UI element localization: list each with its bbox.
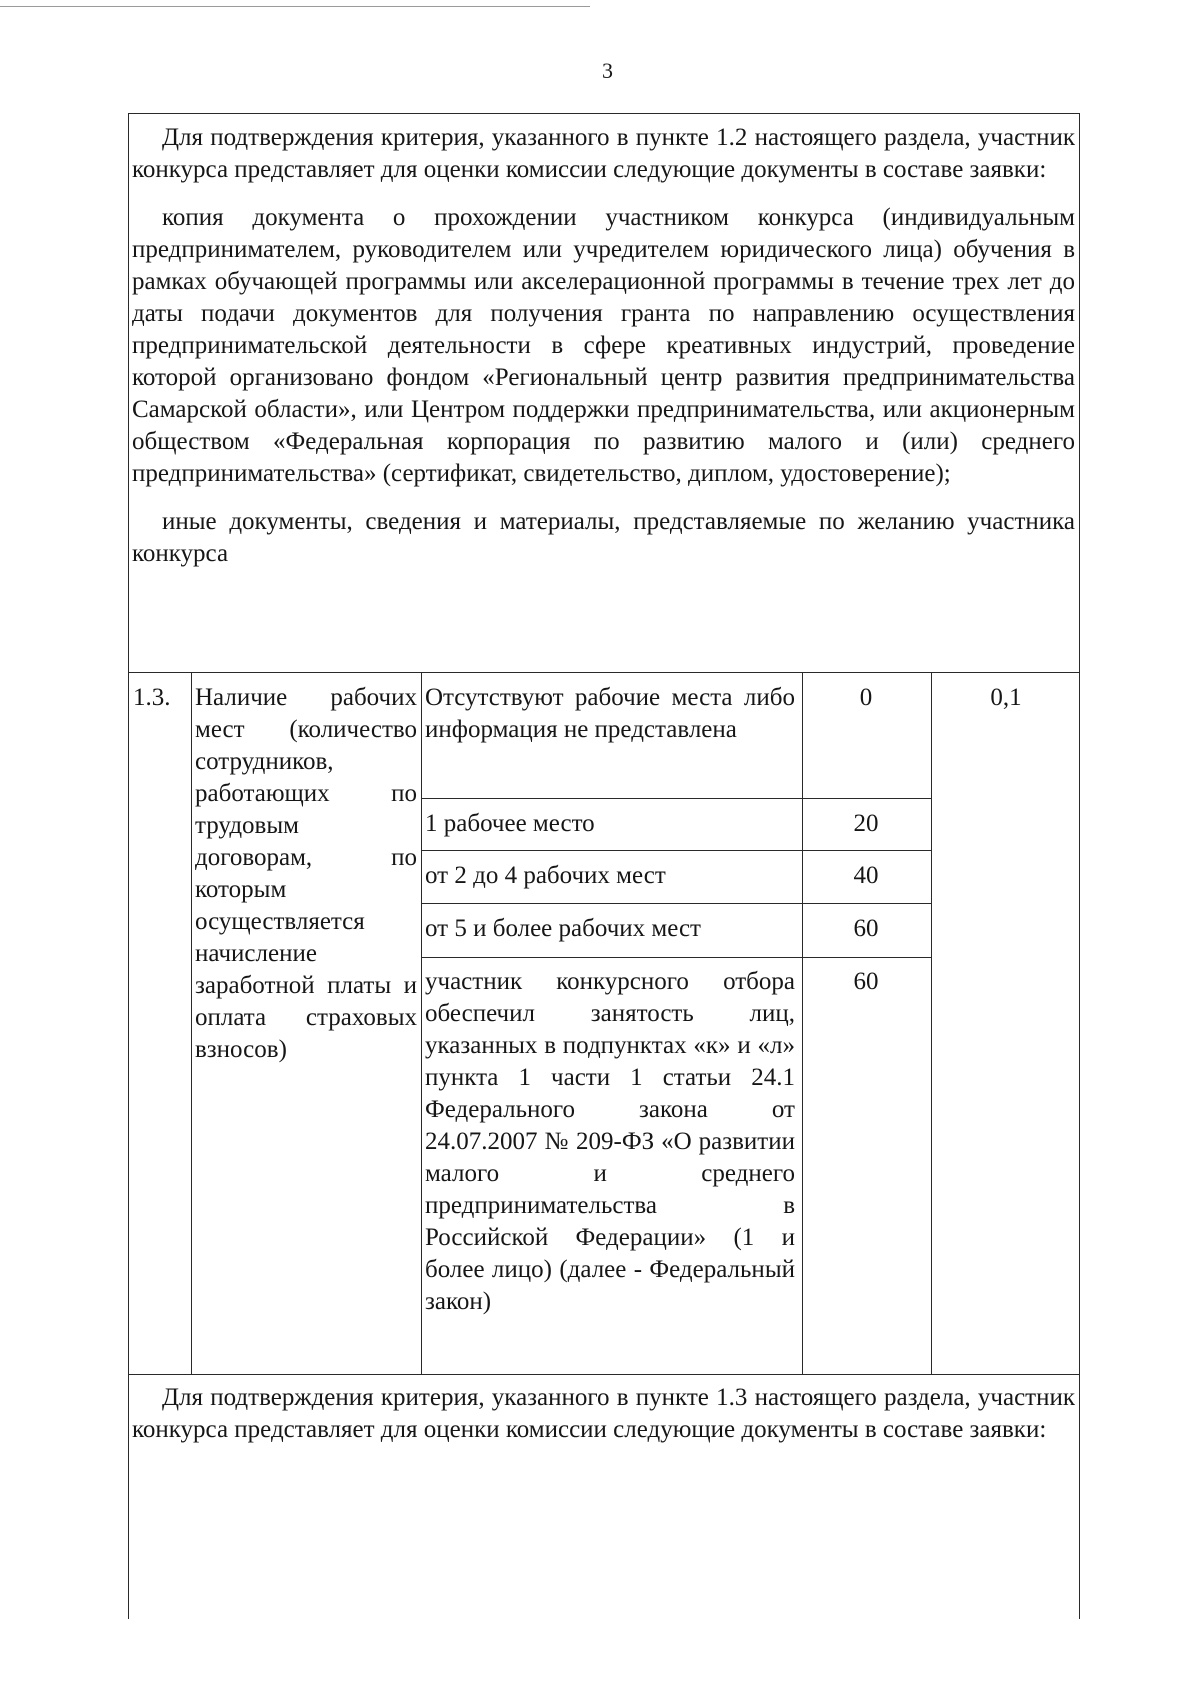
option-score: 20 [853, 810, 879, 837]
option-divider [421, 850, 931, 851]
scan-edge-line [0, 6, 590, 7]
option-text: участник конкурсного отбора обеспечил занятость лиц, указанных в подпунктах «к» и «л» пункта 1 части 1 статьи 24.1 Федерального закона от 24.07.2007 № 209-ФЗ «О развитии малого и среднего предпринимательства в Российской Федерации» (1 и более лицо) (далее - Федеральный закон) [425, 968, 795, 1315]
row-1-3-top-border [129, 672, 1079, 673]
option-divider [421, 957, 931, 958]
column-divider-criterion [421, 672, 422, 1374]
option-text: 1 рабочее место [425, 810, 595, 837]
row-1-3-bottom-border [129, 1374, 1079, 1375]
criterion-weight: 0,1 [990, 684, 1022, 711]
row-number: 1.3. [133, 684, 171, 711]
section-1-2-doc-copy: копия документа о прохождении участником конкурса (индивидуальным предпринимателем, руководителем или учредителем юридического лица) обучения в рамках обучающей программы или акселерационной программы в течение трех лет до даты подачи документов для получения гранта по направлению осуществления предпринимательской деятельности в сфере креативных индустрий, проведение которой организовано фондом «Региональный центр развития предпринимательства Самарской области», или Центром поддержки предпринимательства, или акционерным обществом «Федеральная корпорация по развитию малого и (или) среднего предпринимательства» (сертификат, свидетельство, диплом, удостоверение); [132, 204, 1075, 487]
option-score: 60 [853, 968, 879, 995]
option-score: 60 [853, 915, 879, 942]
criteria-table [128, 113, 1080, 1619]
option-text: от 5 и более рабочих мест [425, 915, 701, 942]
option-score: 40 [853, 862, 879, 889]
column-divider-number [191, 672, 192, 1374]
option-text: Отсутствуют рабочие места либо информация не представлена [425, 684, 795, 743]
option-score: 0 [859, 684, 873, 711]
section-1-2-intro: Для подтверждения критерия, указанного в пункте 1.2 настоящего раздела, участник конкурса представляет для оценки комиссии следующие документы в составе заявки: [132, 124, 1075, 183]
option-divider [421, 798, 931, 799]
page-number: 3 [602, 58, 613, 83]
section-1-2-documents [129, 122, 1079, 570]
column-divider-score [931, 672, 932, 1374]
option-divider [421, 903, 931, 904]
criterion-name: Наличие рабочих мест (количество сотрудников, работающих по трудовым договорам, по которым осуществляется начисление заработной платы и оплата страховых взносов) [195, 684, 417, 1063]
section-1-3-documents [129, 1382, 1079, 1446]
section-1-2-doc-other: иные документы, сведения и материалы, представляемые по желанию участника конкурса [132, 508, 1075, 567]
column-divider-option [802, 672, 803, 1374]
section-1-3-intro: Для подтверждения критерия, указанного в пункте 1.3 настоящего раздела, участник конкурса представляет для оценки комиссии следующие документы в составе заявки: [132, 1384, 1075, 1443]
option-text: от 2 до 4 рабочих мест [425, 862, 666, 889]
